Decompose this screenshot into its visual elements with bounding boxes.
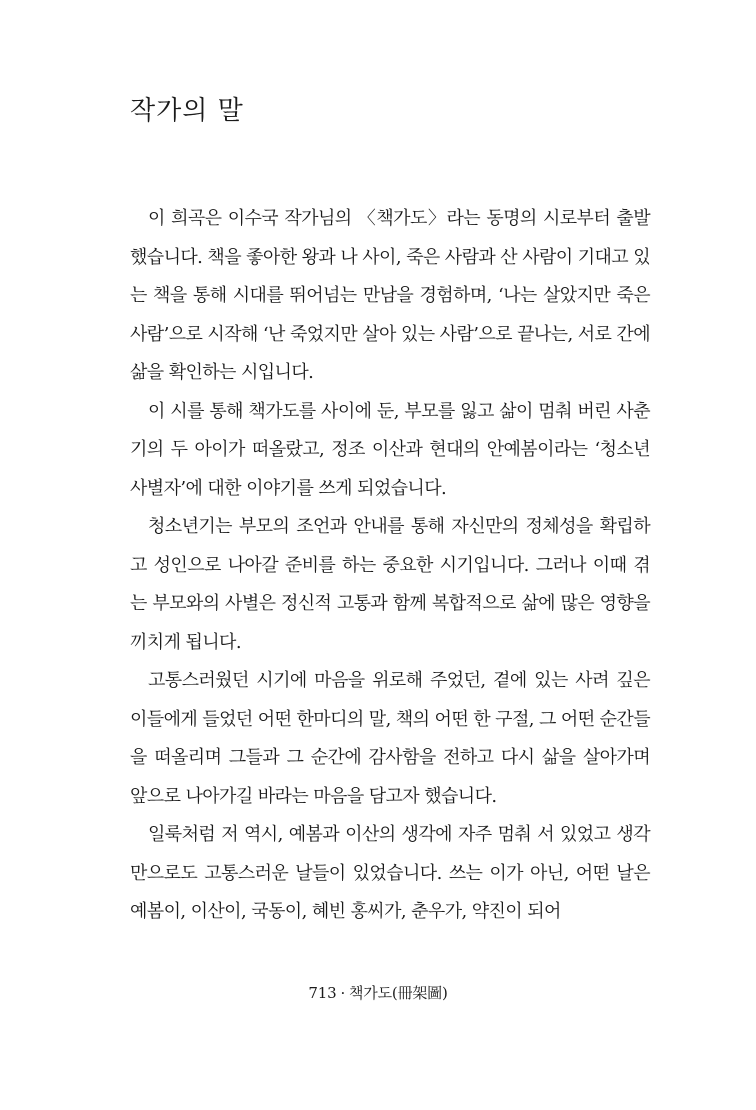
footer-separator: · <box>340 984 346 1002</box>
paragraph-1: 이 희곡은 이수국 작가님의 〈책가도〉라는 동명의 시로부터 출발했습니다. 책을 좋아한 왕과 나 사이, 죽은 사람과 산 사람이 기대고 있는 책을 통해 시대를 뛰어넘는 만남을 경험하며, ‘나는 살았지만 죽은 사람’으로 시작해 ‘난 죽었지만 살아 있는 사람’으로 끝나는, 서로 간에 삶을 확인하는 시입니다. <box>130 208 650 383</box>
body-text <box>130 200 650 932</box>
paragraph-2: 이 시를 통해 책가도를 사이에 둔, 부모를 잃고 삶이 멈춰 버린 사춘기의 두 아이가 떠올랐고, 정조 이산과 현대의 안예봄이라는 ‘청소년 사별자’에 대한 이야기를 쓰게 되었습니다. <box>130 400 650 499</box>
page-number: 713 <box>308 984 337 1002</box>
paragraph-5: 일룩처럼 저 역시, 예봄과 이산의 생각에 자주 멈춰 서 있었고 생각만으로도 고통스러운 날들이 있었습니다. 쓰는 이가 아닌, 어떤 날은 예봄이, 이산이, 국동이, 혜빈 홍씨가, 춘우가, 약진이 되어 <box>130 824 650 922</box>
paragraph-3: 청소년기는 부모의 조언과 안내를 통해 자신만의 정체성을 확립하고 성인으로 나아갈 준비를 하는 중요한 시기입니다. 그러나 이때 겪는 부모와의 사별은 정신적 고통과 함께 복합적으로 삶에 많은 영향을 끼치게 됩니다. <box>130 516 650 653</box>
page-footer <box>0 982 756 1003</box>
running-title: 책가도(冊架圖) <box>349 984 448 1002</box>
page-title: 작가의 말 <box>130 96 244 126</box>
paragraph-4: 고통스러웠던 시기에 마음을 위로해 주었던, 곁에 있는 사려 깊은 이들에게 들었던 어떤 한마디의 말, 책의 어떤 한 구절, 그 어떤 순간들을 떠올리며 그들과 그 순간에 감사함을 전하고 다시 삶을 살아가며 앞으로 나아가길 바라는 마음을 담고자 했습니다. <box>130 670 650 807</box>
